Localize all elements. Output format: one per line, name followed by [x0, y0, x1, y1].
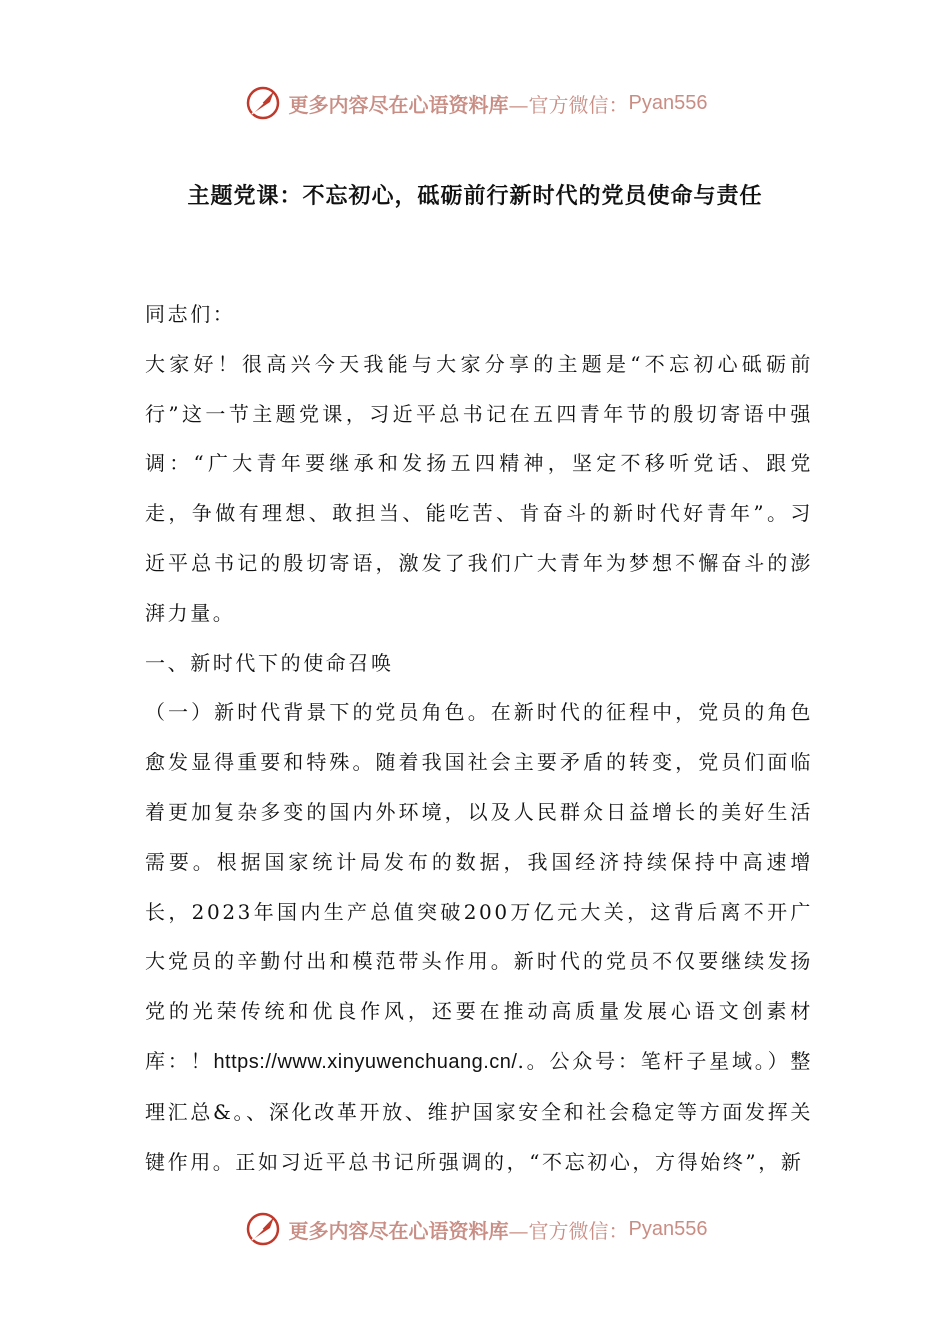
footer-watermark — [0, 1204, 950, 1254]
header-contact-label: —官方微信： — [508, 92, 629, 117]
header-slogan: 更多内容尽在心语资料库 — [288, 92, 509, 117]
quill-pen-logo-icon — [243, 83, 283, 123]
quill-pen-logo-icon — [243, 1209, 283, 1249]
header-wechat-id: Pyan556 — [628, 91, 708, 114]
body-paragraph-part-2: .。公众号：笔杆子星域。）整理汇总&。、深化改革开放、维护国家安全和社会稳定等方面发挥关键作用。正如习近平总书记所强调的，“不忘初心，方得始终”，新 — [145, 1048, 813, 1174]
body-paragraph — [145, 688, 813, 1187]
footer-slogan: 更多内容尽在心语资料库 — [288, 1218, 509, 1243]
section-heading: 一、新时代下的使命召唤 — [145, 650, 394, 675]
source-url: https://www.xinyuwenchuang.cn/ — [213, 1050, 518, 1073]
document-title: 主题党课：不忘初心，砥砺前行新时代的党员使命与责任 — [187, 183, 763, 209]
document-body — [145, 290, 813, 1187]
greeting: 同志们： — [145, 302, 236, 326]
footer-wechat-id: Pyan556 — [628, 1217, 708, 1240]
footer-contact-label: —官方微信： — [508, 1218, 629, 1243]
intro-paragraph: 大家好！很高兴今天我能与大家分享的主题是“不忘初心砥砺前行”这一节主题党课，习近平总书记在五四青年节的殷切寄语中强调：“广大青年要继承和发扬五四精神，坚定不移听党话、跟党走，争做有理想、敢担当、能吃苦、肯奋斗的新时代好青年”。习近平总书记的殷切寄语，激发了我们广大青年为梦想不懈奋斗的澎湃力量。 — [145, 351, 813, 625]
body-paragraph-part-1: （一）新时代背景下的党员角色。在新时代的征程中，党员的角色愈发显得重要和特殊。随着我国社会主要矛盾的转变，党员们面临着更加复杂多变的国内外环境，以及人民群众日益增长的美好生活需要。根据国家统计局发布的数据，我国经济持续保持中高速增长，2023年国内生产总值突破200万亿元大关，这背后离不开广大党员的辛勤付出和模范带头作用。新时代的党员不仅要继续发扬党的光荣传统和优良作风，还要在推动高质量发展心语文创素材库：！ — [145, 700, 813, 1073]
header-watermark — [0, 78, 950, 128]
